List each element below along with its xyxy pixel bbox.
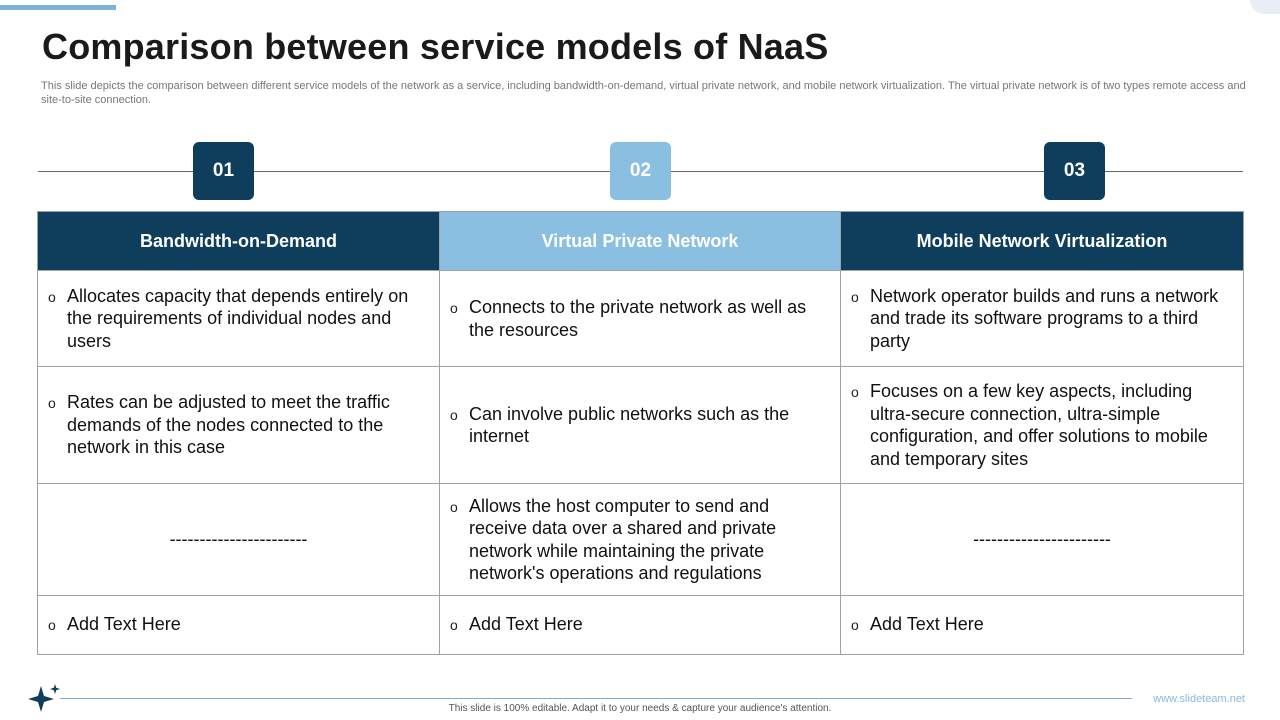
table-row — [38, 596, 1244, 655]
bullet-text: Add Text Here — [870, 614, 984, 635]
footer-divider — [60, 698, 1132, 699]
bullet-text: Can involve public networks such as the internet — [469, 403, 790, 446]
page-subtitle: This slide depicts the comparison between different service models of the network as a service, including bandwidth-on-demand, virtual private network, and mobile network virtualization. The virtual private network is of two types remote access and site-to-site connection. — [41, 80, 1246, 106]
bullet-circle-icon: o — [851, 288, 859, 305]
bullet-text: Allows the host computer to send and receive data over a shared and private network while maintaining the private network's operations and regulations — [469, 495, 777, 583]
bullet-item — [48, 285, 429, 353]
table-cell-placeholder: ----------------------- — [38, 484, 440, 596]
bullet-text: Allocates capacity that depends entirely on the requirements of individual nodes and users — [67, 285, 409, 351]
table-header-row — [38, 212, 1244, 271]
footer-note: This slide is 100% editable. Adapt it to your needs & capture your audience's attention. — [448, 703, 832, 714]
bullet-text: Focuses on a few key aspects, including ultra-secure connection, ultra-simple configuration, and offer solutions to mobile and temporary sites — [870, 381, 1208, 469]
table-cell — [841, 271, 1244, 367]
table-cell — [38, 271, 440, 367]
bullet-item — [450, 613, 830, 637]
step-badge-02: 02 — [610, 142, 671, 200]
table-row — [38, 271, 1244, 367]
bullet-text: Network operator builds and runs a network and trade its software programs to a third party — [870, 285, 1219, 351]
bullet-item — [851, 380, 1233, 470]
bullet-circle-icon: o — [450, 406, 458, 423]
table-cell-placeholder: ----------------------- — [841, 484, 1244, 596]
bullet-item — [48, 391, 429, 459]
table-cell — [440, 484, 841, 596]
bullet-text: Add Text Here — [469, 614, 583, 635]
bullet-item — [851, 613, 1233, 637]
bullet-text: Rates can be adjusted to meet the traffic demands of the nodes connected to the network in this case — [67, 392, 390, 458]
page-title: Comparison between service models of NaaS — [42, 26, 829, 67]
comparison-table — [37, 211, 1244, 655]
bullet-item — [48, 613, 429, 637]
bullet-text: Connects to the private network as well as the resources — [469, 297, 807, 340]
table-cell — [440, 596, 841, 655]
table-cell — [841, 596, 1244, 655]
step-badge-01: 01 — [193, 142, 254, 200]
top-accent-bar — [0, 5, 116, 10]
bullet-circle-icon: o — [48, 395, 56, 412]
bullet-circle-icon: o — [48, 617, 56, 634]
table-cell — [440, 271, 841, 367]
header-mobile-network-virtualization: Mobile Network Virtualization — [841, 212, 1244, 271]
bullet-item — [851, 285, 1233, 353]
bullet-circle-icon: o — [450, 498, 458, 515]
corner-decoration — [1250, 0, 1280, 14]
table-cell — [38, 367, 440, 484]
table-row — [38, 367, 1244, 484]
table-row — [38, 484, 1244, 596]
table-cell — [38, 596, 440, 655]
bullet-item — [450, 495, 830, 585]
bullet-item — [450, 296, 830, 341]
header-bandwidth-on-demand: Bandwidth-on-Demand — [38, 212, 440, 271]
table-cell — [841, 367, 1244, 484]
bullet-circle-icon: o — [851, 617, 859, 634]
table-cell — [440, 367, 841, 484]
bullet-circle-icon: o — [851, 384, 859, 400]
bullet-circle-icon: o — [450, 300, 458, 316]
bullet-item — [450, 403, 830, 448]
step-badge-03: 03 — [1044, 142, 1105, 200]
bullet-circle-icon: o — [48, 288, 56, 305]
footer-url: www.slideteam.net — [1153, 693, 1245, 705]
header-virtual-private-network: Virtual Private Network — [440, 212, 841, 271]
bullet-text: Add Text Here — [67, 614, 181, 635]
bullet-circle-icon: o — [450, 617, 458, 634]
